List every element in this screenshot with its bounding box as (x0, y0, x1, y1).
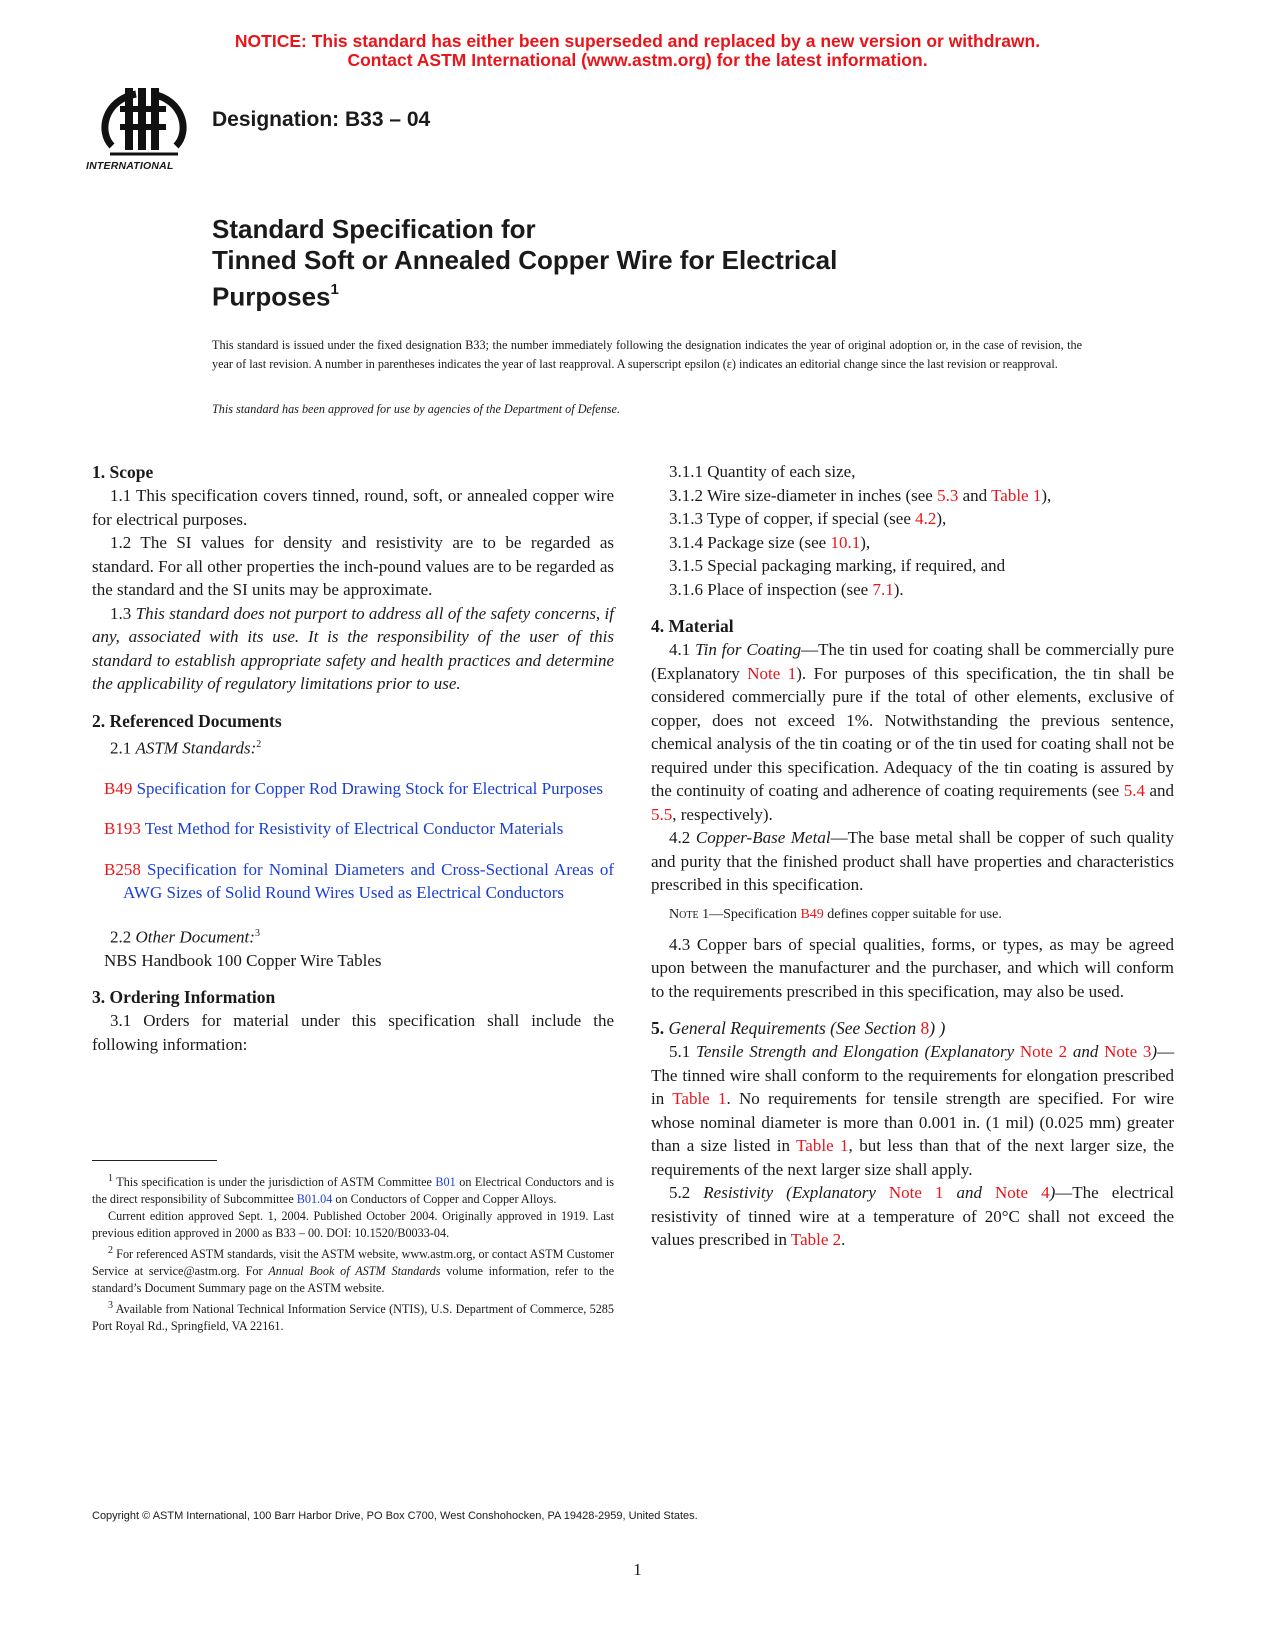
left-column (92, 460, 614, 1056)
right-column (651, 460, 1174, 1252)
footnote-3 (92, 1297, 614, 1335)
ref-code[interactable]: B193 (104, 819, 141, 839)
footnote-ref-2[interactable]: 2 (256, 738, 262, 750)
title-line-3 (212, 276, 972, 313)
table-link[interactable]: Table 1 (672, 1089, 727, 1108)
heading-text: ) ) (929, 1018, 946, 1038)
supersede-notice (0, 32, 1275, 70)
item-text: 3.1.6 Place of inspection (see (669, 579, 873, 599)
para-text: . (841, 1230, 846, 1249)
para-2-1-num: 2.1 (110, 738, 136, 758)
section-1-heading: 1. Scope (92, 462, 154, 482)
para-1-1: 1.1 This specification covers tinned, round, soft, or annealed copper wire for electrical purposes. (92, 486, 614, 529)
item-3-1-1: 3.1.1 Quantity of each size, (669, 462, 856, 481)
para-1-2: 1.2 The SI values for density and resistivity are to be regarded as standard. For all other properties the inch-pound values are to be regarded as the standard and the SI units may be approximate. (92, 533, 614, 599)
note-link[interactable]: Note 1 (888, 1183, 944, 1202)
para-text: —The electrical resistivity of tinned wire at a temperature of 20°C shall not exceed the values prescribed in (651, 1183, 1175, 1249)
section-4-heading: 4. Material (651, 616, 734, 636)
title-line-2: Tinned Soft or Annealed Copper Wire for Electrical (212, 245, 838, 275)
title-line-1: Standard Specification for (212, 214, 536, 244)
section-link[interactable]: 7.1 (872, 579, 894, 599)
para-title: Resistivity (Explanatory (703, 1183, 889, 1202)
para-title: ) (1049, 1183, 1056, 1202)
table-link[interactable]: Table 1 (796, 1136, 849, 1155)
footnote-1-text-a: This specification is under the jurisdiction of ASTM Committee (113, 1175, 436, 1190)
item-text: ). (893, 579, 904, 599)
note-text: defines copper suitable for use. (823, 906, 1002, 922)
footnote-2-text-a: For referenced ASTM standards, visit the ASTM website, www.astm.org, or contact ASTM Customer Service at service@astm.org. For (92, 1247, 614, 1279)
footnote-1-text-b: on Electrical Conductors and is the direct responsibility of Subcommittee (92, 1175, 615, 1207)
notice-line-1: NOTICE: This standard has either been superseded and replaced by a new version or withdrawn. (234, 31, 1041, 51)
para-title: ) (1151, 1042, 1158, 1061)
para-title: Copper-Base Metal (695, 828, 831, 847)
para-num: 4.1 (669, 640, 696, 659)
item-3-1-6 (669, 578, 1174, 602)
item-text: ), (936, 509, 947, 528)
ref-code[interactable]: B49 (104, 778, 133, 798)
footnote-1-edition: Current edition approved Sept. 1, 2004. Published October 2004. Originally approved in 1919. Last previous edition approved in 2000 as B33 – 00. DOI: 10.1520/B0033-04. (92, 1209, 614, 1241)
section-link[interactable]: 8 (920, 1018, 930, 1038)
para-1-3-text: This standard does not purport to address all of the safety concerns, if any, associated with its use. It is the responsibility of the user of this standard to establish appropriate safety and health practices and determine the applicability of regulatory limitations prior to use. (92, 603, 614, 693)
section-link[interactable]: 10.1 (830, 532, 861, 552)
footnote-3-mark: 3 (108, 1300, 113, 1312)
para-text: and (1144, 781, 1175, 800)
page-title (212, 214, 972, 313)
item-3-1-4 (669, 531, 1174, 555)
para-4-3: 4.3 Copper bars of special qualities, forms, or types, as may be agreed upon between the manufacturer and the purchaser, and which will conform to the requirements prescribed in this specification, may also be used. (651, 934, 1174, 1001)
para-4-2 (651, 826, 1174, 897)
issued-statement: This standard is issued under the fixed designation B33; the number immediately following the designation indicates the year of original adoption or, in the case of revision, the year of last revision. A number in parentheses indicates the year of last reapproval. A superscript epsilon (ε) indicates an editorial change since the last revision or reapproval. (212, 338, 1082, 371)
para-title: and (1067, 1042, 1105, 1061)
note-1 (669, 905, 1174, 925)
ref-b49[interactable] (104, 777, 614, 801)
para-5-1 (651, 1040, 1174, 1181)
item-text: ), (1041, 485, 1052, 505)
ref-code[interactable]: B258 (104, 859, 141, 879)
section-link[interactable]: 4.2 (915, 509, 937, 528)
footnote-1-text-c: on Conductors of Copper and Copper Alloys. (332, 1192, 557, 1207)
note-link[interactable]: Note 4 (995, 1183, 1050, 1202)
para-text: , but less than that of the next larger size, the requirements of the next larger size shall apply. (651, 1136, 1174, 1179)
footnotes (92, 1170, 614, 1335)
para-2-2-text: Other Document: (135, 927, 255, 947)
subcommittee-link[interactable]: B01.04 (296, 1192, 333, 1207)
section-2-heading: 2. Referenced Documents (92, 710, 282, 731)
committee-link[interactable]: B01 (435, 1175, 456, 1190)
footnote-3-text: Available from National Technical Information Service (NTIS), U.S. Department of Commerce, 5285 Port Royal Rd., Springfield, VA 22161. (92, 1302, 614, 1334)
para-2-1-text: ASTM Standards: (135, 738, 257, 758)
section-link[interactable]: 5.4 (1123, 781, 1145, 800)
para-2-1 (92, 733, 614, 760)
ref-title[interactable]: Test Method for Resistivity of Electrical Conductor Materials (144, 819, 564, 839)
para-3-1: 3.1 Orders for material under this specification shall include the following information: (92, 1011, 614, 1054)
item-3-1-3 (669, 507, 1174, 531)
table-link[interactable]: Table 1 (991, 485, 1042, 505)
item-text: and (958, 485, 992, 505)
item-text: ), (860, 532, 871, 552)
nbs-handbook: NBS Handbook 100 Copper Wire Tables (104, 950, 382, 970)
section-5-heading (651, 1016, 1174, 1040)
para-text: , respectively). (672, 804, 773, 824)
para-2-2-num: 2.2 (110, 927, 136, 947)
footnote-ref-3[interactable]: 3 (254, 927, 260, 939)
note-text: 1—Specification (698, 906, 801, 922)
para-text: . No requirements for tensile strength are specified. For wire whose nominal diameter is more than 0.001 in. (1 mil) (0.025 mm) greater than a size listed in (651, 1089, 1174, 1155)
footnote-2-italic: Annual Book of ASTM Standards (268, 1264, 441, 1279)
footnote-2 (92, 1242, 614, 1297)
footnote-1-mark: 1 (108, 1173, 113, 1184)
footnote-2-mark: 2 (108, 1245, 113, 1257)
title-footnote-ref[interactable]: 1 (330, 281, 339, 298)
note-link[interactable]: Note 3 (1104, 1042, 1152, 1061)
footnote-1 (92, 1170, 614, 1208)
approval-statement: This standard has been approved for use by agencies of the Department of Defense. (212, 402, 620, 416)
para-1-3-num: 1.3 (110, 603, 136, 623)
para-text: ). For purposes of this specification, the tin shall be considered commercially pure if the total of other elements, exclusive of copper, does not exceed 1%. Notwithstanding the previous sentence, chemical analysis of the tin coating or of the tin used for coating shall not be required under this specification. Adequacy of the tin coating is assured by the continuity of coating and adherence of coating requirements (see (651, 663, 1174, 800)
para-text: —The tinned wire shall conform to the requirements for elongation prescribed in (651, 1042, 1175, 1108)
para-num: 4.2 (669, 828, 696, 847)
astm-logo-icon (86, 84, 196, 184)
footnote-2-text-b: volume information, refer to the standard’s Document Summary page on the ASTM website. (92, 1264, 614, 1296)
ref-b193[interactable] (104, 817, 614, 841)
para-text: —The tin used for coating shall be commercially pure (Explanatory (651, 640, 1174, 683)
item-text: 3.1.3 Type of copper, if special (see (669, 509, 916, 528)
para-num: 5.1 (669, 1042, 696, 1061)
page-number: 1 (633, 1560, 642, 1579)
section-3-heading: 3. Ordering Information (92, 987, 276, 1008)
heading-text: General Requirements (See Section (668, 1018, 921, 1038)
para-1-3 (92, 602, 614, 696)
note-label: Note (669, 906, 699, 922)
item-text: 3.1.2 Wire size-diameter in inches (see (669, 485, 938, 505)
copyright-line: Copyright © ASTM International, 100 Barr Harbor Drive, PO Box C700, West Conshohocken, PA 19428-2959, United States. (92, 1510, 698, 1522)
logo-international-text: INTERNATIONAL (86, 160, 174, 172)
para-title: and (943, 1183, 996, 1202)
para-title: Tin for Coating (695, 640, 802, 659)
heading-num: 5. (651, 1018, 669, 1038)
table-link[interactable]: Table 2 (790, 1230, 842, 1249)
para-2-2 (92, 922, 614, 949)
para-num: 5.2 (669, 1183, 704, 1202)
spec-link[interactable]: B49 (800, 906, 824, 922)
ref-title[interactable]: Specification for Copper Rod Drawing Stock for Electrical Purposes (136, 778, 604, 798)
para-5-2 (651, 1181, 1174, 1252)
item-3-1-5: 3.1.5 Special packaging marking, if required, and (669, 556, 1006, 575)
designation: Designation: B33 – 04 (212, 108, 431, 131)
title-line-3-text: Purposes (212, 281, 331, 312)
para-text: —The base metal shall be copper of such quality and purity that the finished product shall have properties and characteristics prescribed in this specification. (651, 828, 1175, 894)
item-text: 3.1.4 Package size (see (669, 532, 831, 552)
note-link[interactable]: Note 2 (1019, 1042, 1068, 1061)
note-link[interactable]: Note 1 (747, 663, 797, 683)
footnote-divider (92, 1160, 217, 1161)
section-link[interactable]: 5.3 (937, 485, 959, 505)
ref-b258[interactable] (104, 858, 614, 905)
item-3-1-2 (669, 484, 1174, 508)
para-4-1 (651, 638, 1174, 826)
notice-line-2: Contact ASTM International (www.astm.org) for the latest information. (347, 50, 928, 70)
para-title: Tensile Strength and Elongation (Explanatory (695, 1042, 1020, 1061)
ref-title[interactable]: Specification for Nominal Diameters and Cross-Sectional Areas of AWG Sizes of Solid Round Wires Used as Electrical Conductors (123, 859, 614, 903)
section-link[interactable]: 5.5 (651, 804, 673, 824)
